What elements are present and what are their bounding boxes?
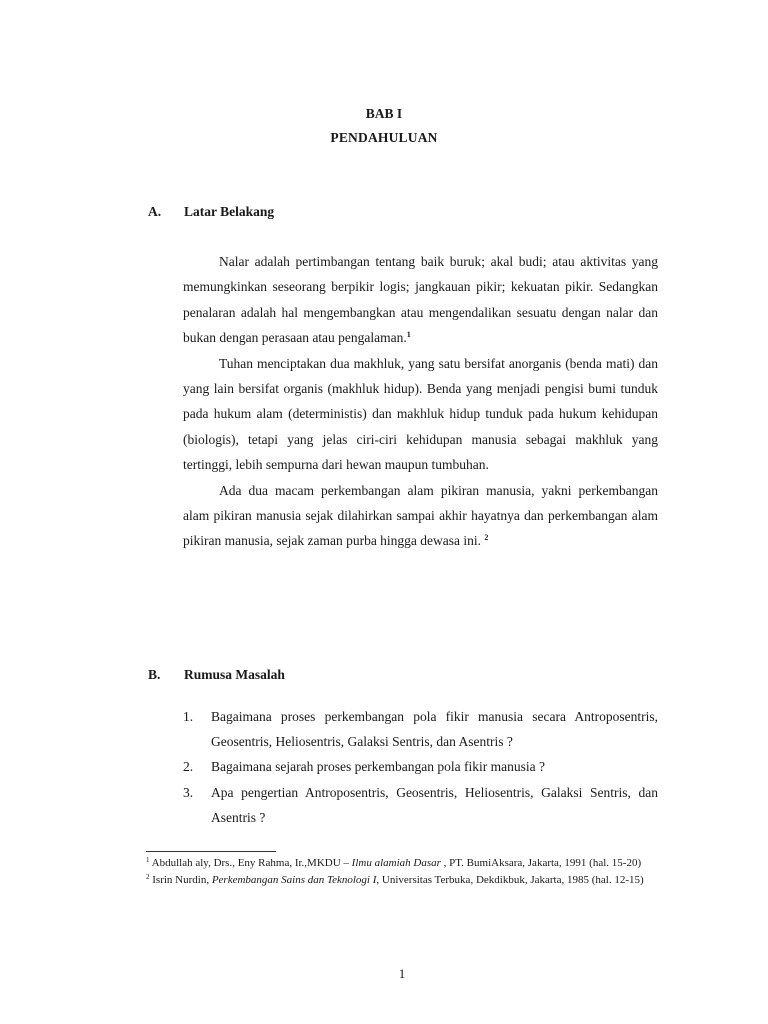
footnotes	[146, 855, 646, 889]
list-number: 1.	[183, 709, 194, 724]
paragraph-text: Ada dua macam perkembangan alam pikiran manusia, yakni perkembangan alam pikiran manusia sejak dilahirkan sampai akhir hayatnya dan perkembangan alam pikiran manusia, sejak zaman purba hingga dewasa ini.	[183, 482, 658, 549]
section-b-letter: B.	[148, 667, 161, 682]
footnote-mark: 2	[146, 873, 150, 881]
footnote-text: , PT. BumiAksara, Jakarta, 1991 (hal. 15-20)	[440, 857, 642, 869]
chapter-number: BAB I	[365, 106, 403, 121]
list-text: Bagaimana sejarah proses perkembangan pola fikir manusia ?	[211, 759, 545, 775]
paragraph	[183, 478, 658, 554]
section-b-title: Rumusa Masalah	[184, 667, 285, 682]
list-text: Apa pengertian Antroposentris, Geosentris, Heliosentris, Galaksi Sentris, dan Asentris ?	[211, 784, 658, 825]
section-a-letter: A.	[148, 204, 162, 219]
footnote	[146, 872, 646, 889]
footnote-text: , Universitas Terbuka, Dekdikbuk, Jakarta, 1985 (hal. 12-15)	[376, 874, 644, 886]
footnote-text: Isrin Nurdin,	[152, 874, 212, 886]
footnote-mark: 1	[146, 856, 150, 864]
footnote-ref: 2	[484, 533, 489, 543]
paragraph	[183, 249, 658, 351]
list-text: Bagaimana proses perkembangan pola fikir manusia secara Antroposentris, Geosentris, Heliosentris, Galaksi Sentris, dan Asentris ?	[211, 709, 658, 750]
footnote-ref: 1	[406, 330, 411, 340]
list-item	[183, 704, 658, 754]
paragraph-text: Nalar adalah pertimbangan tentang baik buruk; akal budi; atau aktivitas yang memungkinkan seseorang berpikir logis; jangkauan pikir; kekuatan pikir. Sedangkan penalaran adalah hal mengembangkan atau mengendalikan sesuatu dengan nalar dan bukan dengan perasaan atau pengalaman.	[183, 254, 658, 346]
footnote-title: Ilmu alamiah Dasar	[351, 857, 441, 869]
paragraph	[183, 351, 658, 478]
paragraph-text: Tuhan menciptakan dua makhluk, yang satu bersifat anorganis (benda mati) dan yang lain bersifat organis (makhluk hidup). Benda yang menjadi pengisi bumi tunduk pada hukum alam (deterministis) dan makhluk hidup tunduk pada hukum kehidupan (biologis), tetapi yang jelas ciri-ciri kehidupan manusia sebagai makhluk yang tertinggi, lebih sempurna dari hewan maupun tumbuhan.	[183, 355, 658, 473]
footnote-divider	[146, 851, 276, 852]
problem-list	[183, 704, 658, 830]
footnote-title: Perkembangan Sains dan Teknologi I	[211, 874, 377, 886]
footnote-text: Abdullah aly, Drs., Eny Rahma, Ir.,MKDU –	[151, 857, 352, 869]
list-item	[183, 754, 658, 779]
page-number: 1	[398, 966, 406, 981]
list-number: 2.	[183, 759, 194, 775]
list-item	[183, 780, 658, 830]
section-a-title: Latar Belakang	[184, 204, 275, 219]
footnote	[146, 855, 646, 872]
chapter-title: PENDAHULUAN	[330, 130, 438, 145]
list-number: 3.	[183, 784, 194, 800]
section-a-body	[183, 249, 658, 554]
